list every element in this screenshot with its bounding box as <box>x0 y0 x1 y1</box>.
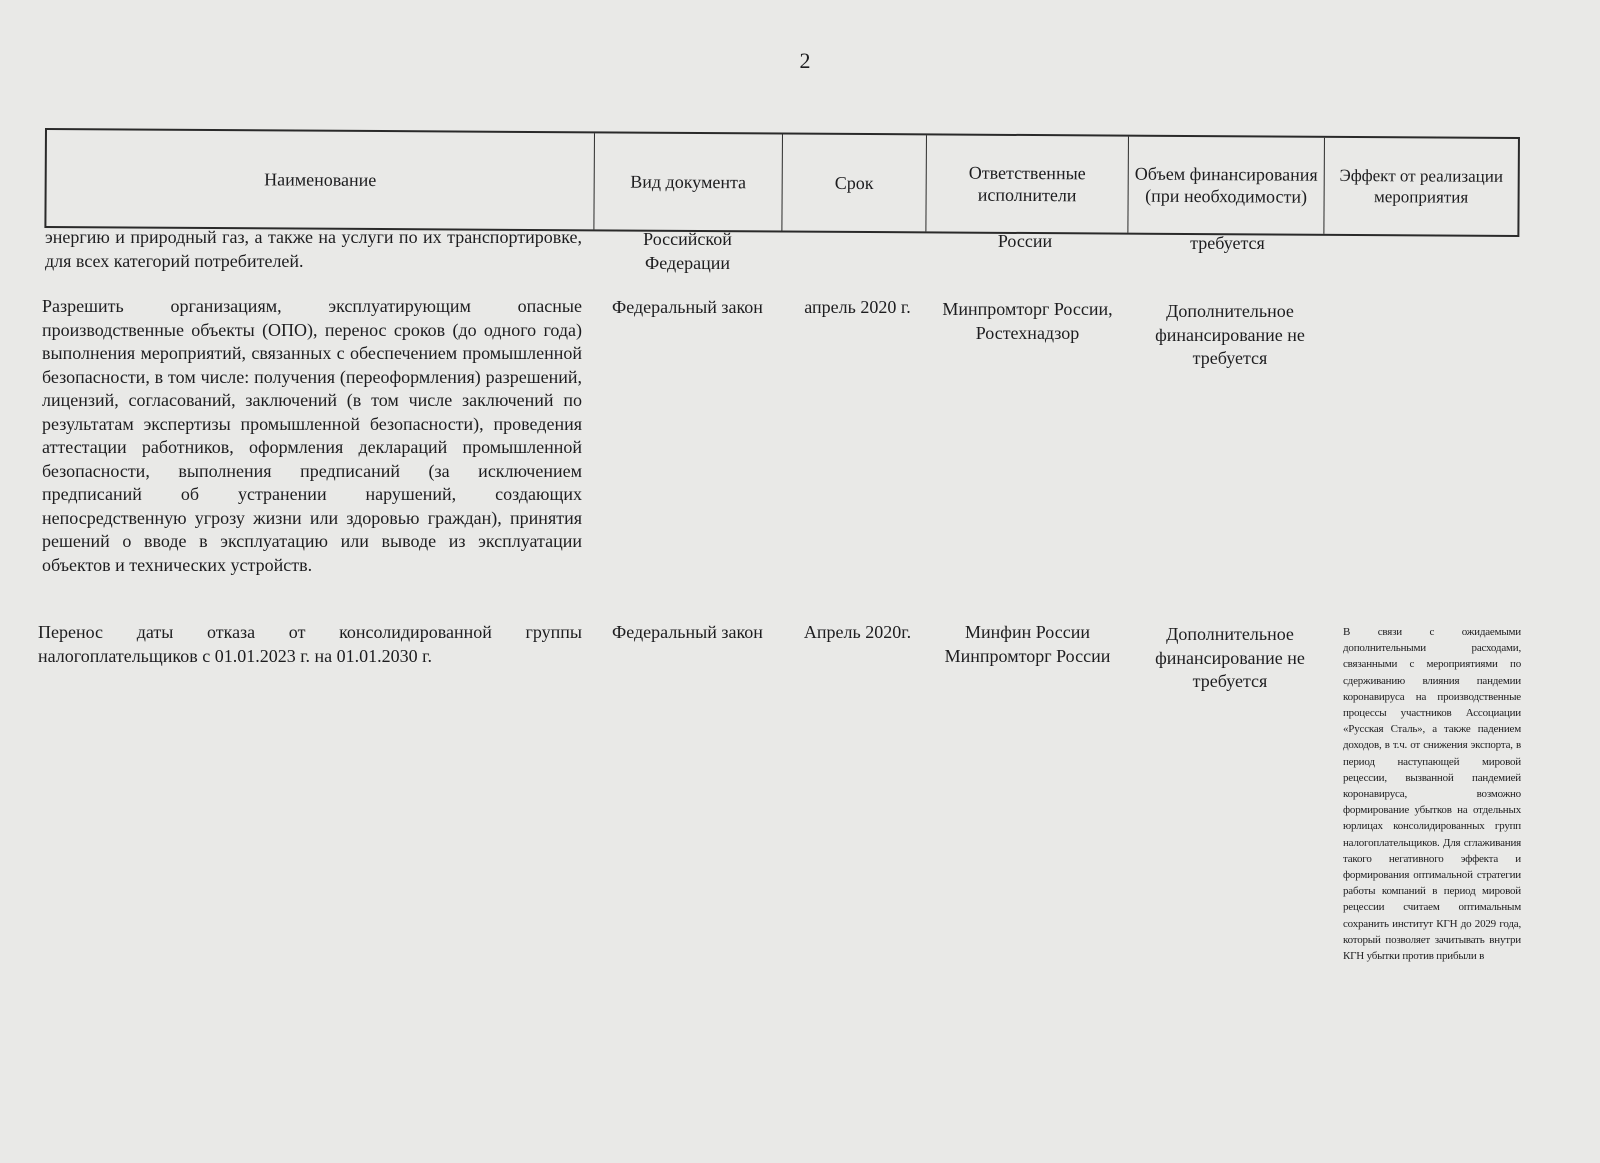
row-3-term: Апрель 2020г. <box>803 622 912 642</box>
header-name: Наименование <box>46 130 595 229</box>
header-doc-type: Вид документа <box>594 133 783 230</box>
row-3-executors: Минфин России Минпромторг России <box>944 622 1111 666</box>
table-header <box>44 128 1520 237</box>
row-1-doc-type: Российской Федерации <box>643 229 732 273</box>
header-term: Срок <box>782 135 927 232</box>
row-2-funding: Дополнительное финансирование не требуется <box>1155 301 1305 368</box>
row-1-name: энергию и природный газ, а также на услуги по их транспортировке, для всех категорий потребителей. <box>45 227 582 271</box>
row-3-name: Перенос даты отказа от консолидированной группы налогоплательщиков с 01.01.2023 г. на 01.01.2030 г. <box>38 622 582 666</box>
header-effect: Эффект от реализации мероприятия <box>1339 165 1504 207</box>
row-1-executors: России <box>997 231 1053 251</box>
header-funding: Объем финансирования (при необходимости) <box>1128 137 1325 234</box>
row-3-effect: В связи с ожидаемыми дополнительными расходами, связанными с мероприятиями по сдерживанию влияния пандемии коронавируса на производственные процессы участников Ассоциации «Русская Сталь», а также падением доходов, в т.ч. от снижения экспорта, в период наступающей мировой рецессии, вызванной пандемией коронавируса, возможно формирование убытков на отдельных юрлицах консолидированных групп налогоплательщиков. Для сглаживания такого негативного эффекта и формирования оптимальной стратегии работы компаний в период мировой рецессии считаем оптимальным сохранить институт КГН до 2029 года, который позволяет зачитывать внутри КГН убытки против прибыли в <box>1343 626 1521 963</box>
row-1-funding: требуется <box>1190 233 1265 253</box>
page-number: 2 <box>799 48 811 73</box>
row-2-term: апрель 2020 г. <box>804 297 911 317</box>
row-2-doc-type: Федеральный закон <box>612 297 763 317</box>
row-2-name: Разрешить организациям, эксплуатирующим опасные производственные объекты (ОПО), перенос сроков (до одного года) выполнения мероприятий, связанных с обеспечением промышленной безопасности, в том числе: получения (переоформления) разрешений, лицензий, согласований, заключений (в том числе заключений по результатам экспертизы промышленной безопасности), проведения аттестации работников, оформления деклараций промышленной безопасности, выполнения предписаний (за исключением предписаний об устранении нарушений, создающих непосредственную угрозу жизни или здоровью граждан), принятия решений о вводе в эксплуатацию или выводе из эксплуатации объектов и технических устройств. <box>42 296 582 575</box>
row-3-funding: Дополнительное финансирование не требуется <box>1155 624 1305 691</box>
row-2-executors: Минпромторг России, Ростехнадзор <box>942 299 1113 343</box>
row-3-doc-type: Федеральный закон <box>612 622 763 642</box>
header-executors: Ответственные исполнители <box>926 135 1129 232</box>
